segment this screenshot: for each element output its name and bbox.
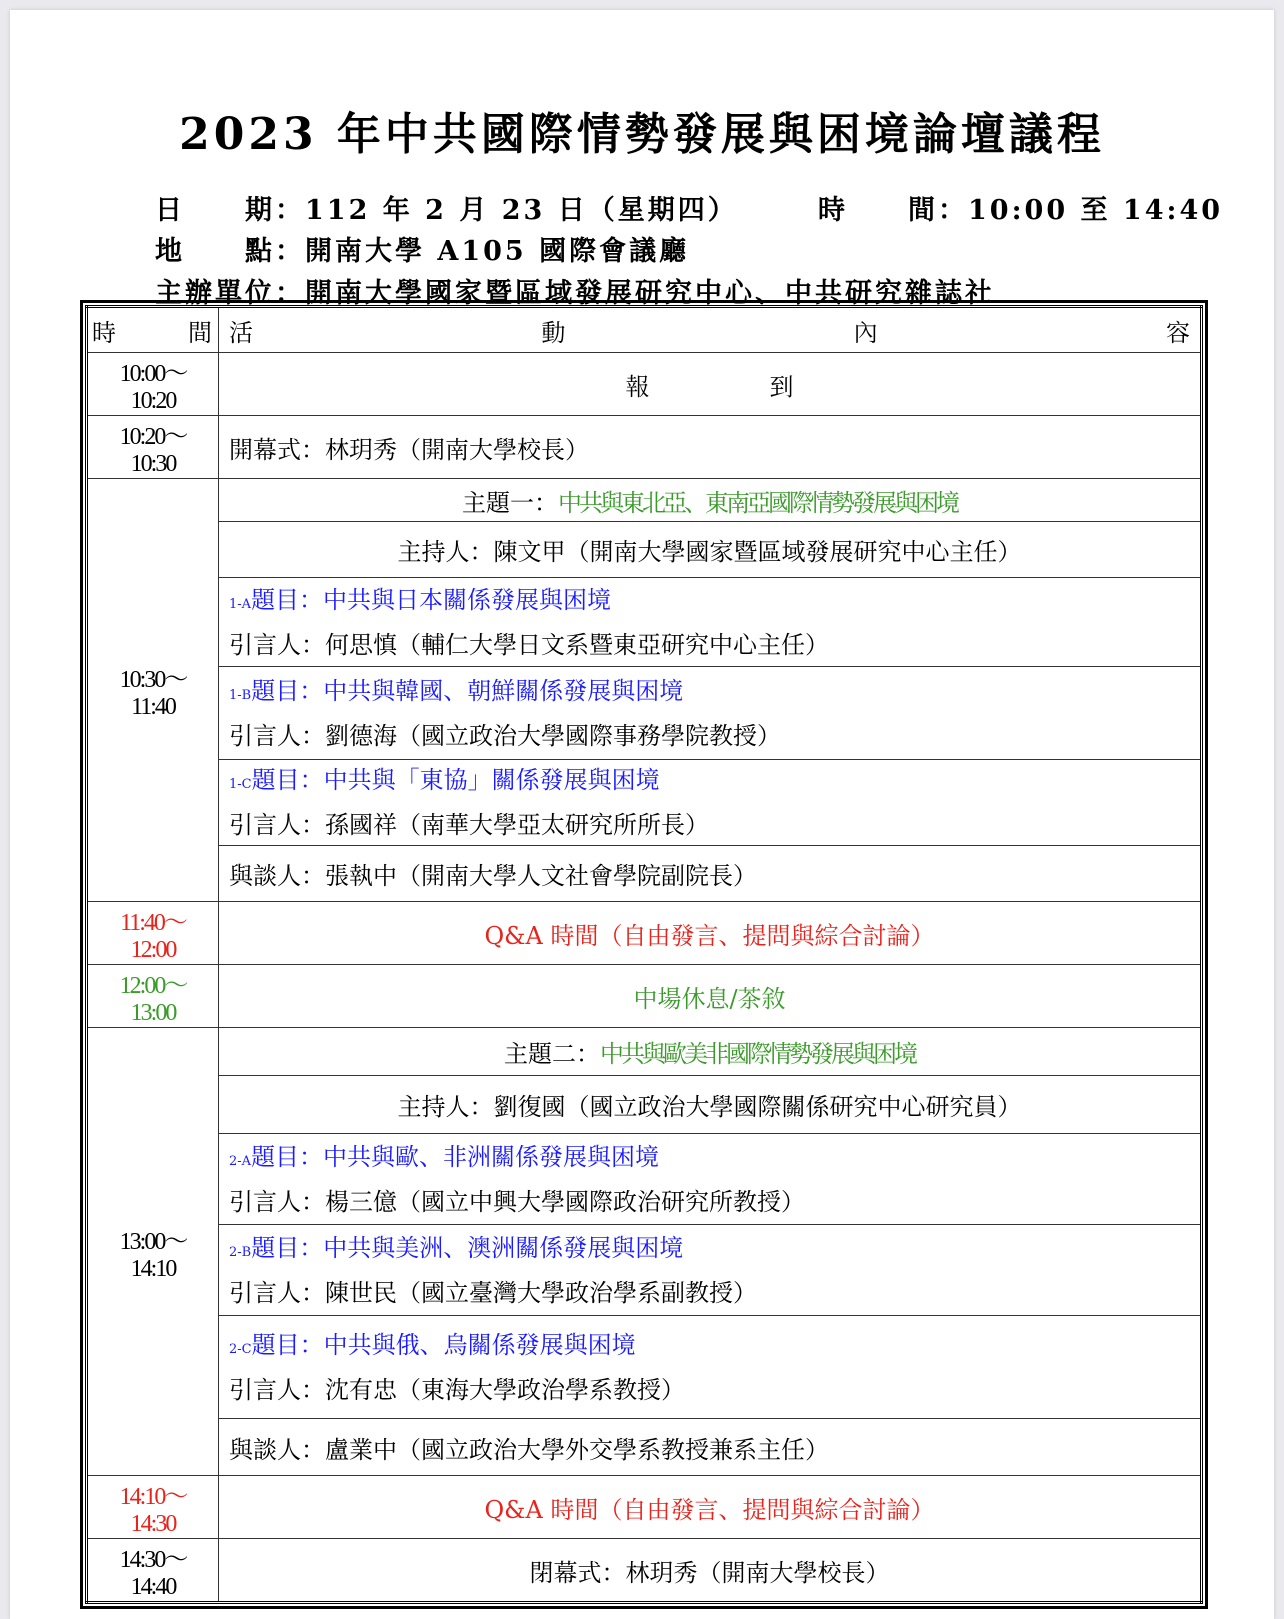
topic-title: 題目：中共與俄、烏關係發展與困境: [251, 1330, 636, 1359]
document-page: [10, 10, 1274, 1619]
activity-text: 閉幕式：林玥秀（開南大學校長）: [219, 1539, 1202, 1603]
topic-code: 2-A: [229, 1153, 252, 1169]
document-title: 2023 年中共國際情勢發展與困境論壇議程: [179, 109, 1105, 160]
header-activity: [219, 307, 1202, 353]
agenda-row: [87, 1028, 1202, 1076]
agenda-row: [87, 479, 1202, 522]
topic-cell: [219, 578, 1202, 667]
agenda-row: [87, 522, 1202, 578]
topic-code: 2-B: [229, 1244, 252, 1260]
agenda-row: [87, 1316, 1202, 1419]
activity-text: Q&A 時間（自由發言、提問與綜合討論）: [219, 902, 1202, 965]
topic-cell: [219, 1316, 1202, 1419]
time-info: 時 間：10:00 至 14:40: [818, 195, 1224, 226]
theme-label: 主題一：: [462, 488, 558, 517]
activity-text: 報 到: [219, 353, 1202, 416]
agenda-row: [87, 353, 1202, 416]
theme-label: 主題二：: [504, 1040, 600, 1068]
header-activity-char: 容: [1165, 318, 1190, 347]
activity-text: 中場休息/茶敘: [219, 965, 1202, 1028]
topic-title-line: [229, 671, 1190, 716]
topic-speaker: 引言人：陳世民（國立臺灣大學政治學系副教授）: [229, 1278, 757, 1307]
topic-title-line: [229, 1137, 1190, 1182]
topic-title-line: [229, 580, 1190, 625]
agenda-row: [87, 965, 1202, 1028]
agenda-row: [87, 902, 1202, 965]
topic-code: 1-B: [229, 687, 252, 703]
agenda-row: [87, 1476, 1202, 1539]
organizer-info: 主辦單位：開南大學國家暨區域發展研究中心、中共研究雜誌社: [155, 278, 995, 309]
agenda-row: [87, 1419, 1202, 1476]
header-activity-char: 活: [229, 318, 253, 347]
topic-code: 1-C: [229, 777, 252, 792]
time-slot: 11:40～12:00: [87, 902, 219, 965]
topic-title: 題目：中共與「東協」關係發展與困境: [251, 766, 660, 794]
topic-code: 1-A: [229, 596, 252, 612]
activity-text: 主持人：劉復國（國立政治大學國際關係研究中心研究員）: [219, 1076, 1202, 1134]
theme-cell: [219, 479, 1202, 522]
topic-cell: [219, 667, 1202, 760]
table-header-row: [87, 307, 1202, 353]
activity-text: 與談人：盧業中（國立政治大學外交學系教授兼系主任）: [219, 1419, 1202, 1476]
topic-cell: [219, 1134, 1202, 1225]
activity-text: 開幕式：林玥秀（開南大學校長）: [219, 416, 1202, 479]
agenda-row: [87, 760, 1202, 846]
topic-speaker: 引言人：楊三億（國立中興大學國際政治研究所教授）: [229, 1187, 805, 1216]
theme-title: 中共與歐美非國際情勢發展與困境: [600, 1040, 915, 1068]
topic-title: 題目：中共與日本關係發展與困境: [251, 585, 612, 614]
topic-code: 2-C: [229, 1341, 252, 1357]
topic-title-line: [229, 760, 1190, 805]
agenda-row: [87, 578, 1202, 667]
theme-cell: [219, 1028, 1202, 1076]
time-slot: 12:00～13:00: [87, 965, 219, 1028]
topic-title: 題目：中共與歐、非洲關係發展與困境: [251, 1142, 660, 1171]
agenda-row: [87, 1225, 1202, 1316]
time-slot: 10:00～10:20: [87, 353, 219, 416]
date-info: 日 期：112 年 2 月 23 日（星期四）: [155, 195, 738, 226]
time-slot: 14:30～14:40: [87, 1539, 219, 1603]
agenda-row: [87, 1539, 1202, 1603]
topic-cell: [219, 1225, 1202, 1316]
topic-title-line: [229, 1228, 1190, 1273]
topic-title: 題目：中共與美洲、澳洲關係發展與困境: [251, 1233, 684, 1262]
header-time: 時 間: [87, 307, 219, 353]
agenda-row: [87, 416, 1202, 479]
topic-speaker: 引言人：沈有忠（東海大學政治學系教授）: [229, 1375, 685, 1404]
agenda-table: [85, 305, 1203, 1604]
topic-speaker: 引言人：孫國祥（南華大學亞太研究所所長）: [229, 811, 709, 839]
header-activity-char: 動: [541, 318, 566, 347]
time-slot: 10:30～11:40: [87, 479, 219, 902]
activity-text: 與談人：張執中（開南大學人文社會學院副院長）: [219, 846, 1202, 902]
agenda-row: [87, 1134, 1202, 1225]
agenda-row: [87, 846, 1202, 902]
theme-title: 中共與東北亞、東南亞國際情勢發展與困境: [558, 488, 957, 517]
header-activity-char: 內: [853, 318, 878, 347]
time-slot: 14:10～14:30: [87, 1476, 219, 1539]
time-slot: 10:20～10:30: [87, 416, 219, 479]
topic-title-line: [229, 1325, 1190, 1370]
topic-cell: [219, 760, 1202, 846]
agenda-row: [87, 667, 1202, 760]
activity-text: 主持人：陳文甲（開南大學國家暨區域發展研究中心主任）: [219, 522, 1202, 578]
place-info: 地 點：開南大學 A105 國際會議廳: [155, 236, 690, 267]
time-slot: 13:00～14:10: [87, 1028, 219, 1476]
activity-text: Q&A 時間（自由發言、提問與綜合討論）: [219, 1476, 1202, 1539]
topic-title: 題目：中共與韓國、朝鮮關係發展與困境: [251, 676, 684, 705]
agenda-row: [87, 1076, 1202, 1134]
topic-speaker: 引言人：何思慎（輔仁大學日文系暨東亞研究中心主任）: [229, 630, 829, 659]
topic-speaker: 引言人：劉德海（國立政治大學國際事務學院教授）: [229, 721, 781, 750]
